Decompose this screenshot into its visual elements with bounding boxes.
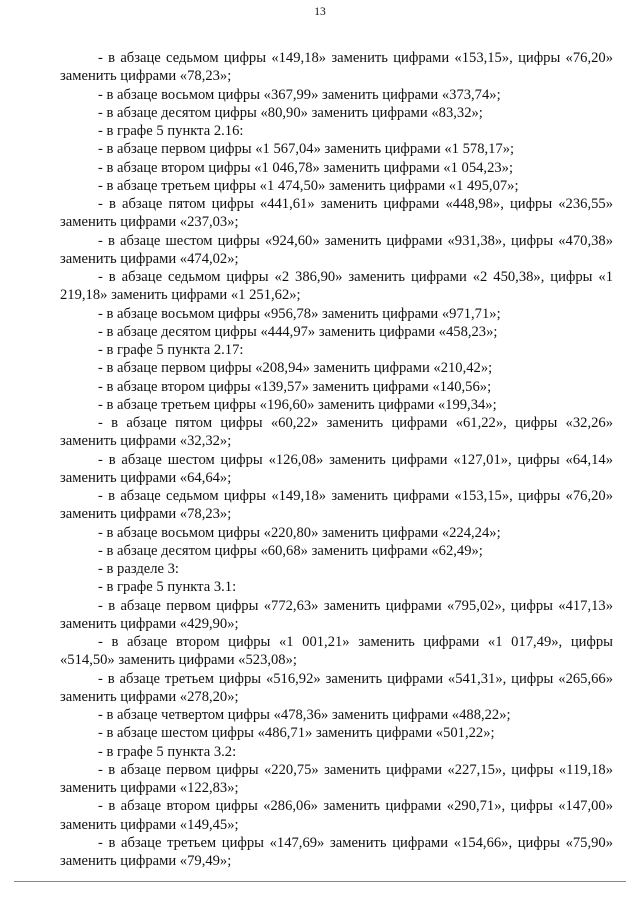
document-body xyxy=(60,49,613,870)
paragraph: - в абзаце седьмом цифры «149,18» заменить цифрами «153,15», цифры «76,20» заменить цифрами «78,23»; xyxy=(60,488,613,523)
paragraph: - в абзаце втором цифры «286,06» заменить цифрами «290,71», цифры «147,00» заменить цифрами «149,45»; xyxy=(60,798,613,833)
paragraph: - в абзаце первом цифры «772,63» заменить цифрами «795,02», цифры «417,13» заменить цифрами «429,90»; xyxy=(60,597,613,632)
paragraph: - в абзаце седьмом цифры «2 386,90» заменить цифрами «2 450,38», цифры «1 219,18» заменить цифрами «1 251,62»; xyxy=(60,269,613,304)
paragraph: - в абзаце десятом цифры «80,90» заменить цифрами «83,32»; xyxy=(98,104,483,121)
paragraph: - в разделе 3: xyxy=(98,561,179,577)
paragraph: - в абзаце шестом цифры «486,71» заменить цифрами «501,22»; xyxy=(98,725,495,742)
paragraph: - в абзаце втором цифры «1 046,78» заменить цифрами «1 054,23»; xyxy=(98,159,514,176)
paragraph: - в абзаце втором цифры «139,57» заменить цифрами «140,56»; xyxy=(98,378,492,395)
paragraph: - в абзаце десятом цифры «60,68» заменить цифрами «62,49»; xyxy=(98,542,483,559)
paragraph: - в абзаце восьмом цифры «956,78» заменить цифрами «971,71»; xyxy=(98,305,501,322)
paragraph: - в графе 5 пункта 3.2: xyxy=(98,743,237,760)
paragraph: - в абзаце восьмом цифры «367,99» заменить цифрами «373,74»; xyxy=(98,86,501,103)
paragraph: - в абзаце третьем цифры «196,60» заменить цифрами «199,34»; xyxy=(98,396,497,413)
paragraph: - в абзаце шестом цифры «126,08» заменить цифрами «127,01», цифры «64,14» заменить цифрами «64,64»; xyxy=(60,451,613,486)
paragraph: - в абзаце первом цифры «208,94» заменить цифрами «210,42»; xyxy=(98,360,493,377)
paragraph: - в абзаце десятом цифры «444,97» заменить цифрами «458,23»; xyxy=(98,323,498,340)
paragraph: - в абзаце третьем цифры «1 474,50» заменить цифрами «1 495,07»; xyxy=(98,177,519,194)
paragraph: - в абзаце пятом цифры «60,22» заменить цифрами «61,22», цифры «32,26» заменить цифрами «32,32»; xyxy=(60,415,613,450)
paragraph: - в абзаце первом цифры «220,75» заменить цифрами «227,15», цифры «119,18» заменить цифрами «122,83»; xyxy=(60,761,613,796)
paragraph: - в абзаце пятом цифры «441,61» заменить цифрами «448,98», цифры «236,55» заменить цифрами «237,03»; xyxy=(60,196,613,231)
page-number: 13 xyxy=(314,6,326,18)
paragraph: - в абзаце первом цифры «1 567,04» заменить цифрами «1 578,17»; xyxy=(98,141,515,158)
paragraph: - в абзаце восьмом цифры «220,80» заменить цифрами «224,24»; xyxy=(98,524,501,541)
paragraph: - в абзаце втором цифры «1 001,21» заменить цифрами «1 017,49», цифры «514,50» заменить цифрами «523,08»; xyxy=(60,634,613,669)
footer-divider xyxy=(14,881,626,882)
paragraph: - в абзаце четвертом цифры «478,36» заменить цифрами «488,22»; xyxy=(98,707,511,723)
paragraph: - в абзаце третьем цифры «147,69» заменить цифрами «154,66», цифры «75,90» заменить цифрами «79,49»; xyxy=(60,834,613,869)
paragraph: - в абзаце шестом цифры «924,60» заменить цифрами «931,38», цифры «470,38» заменить цифрами «474,02»; xyxy=(60,232,613,267)
paragraph: - в абзаце третьем цифры «516,92» заменить цифрами «541,31», цифры «265,66» заменить цифрами «278,20»; xyxy=(60,670,613,705)
paragraph: - в графе 5 пункта 3.1: xyxy=(98,579,237,596)
paragraph: - в графе 5 пункта 2.16: xyxy=(98,123,244,139)
paragraph: - в графе 5 пункта 2.17: xyxy=(98,342,244,358)
paragraph: - в абзаце седьмом цифры «149,18» заменить цифрами «153,15», цифры «76,20» заменить цифрами «78,23»; xyxy=(60,50,613,85)
